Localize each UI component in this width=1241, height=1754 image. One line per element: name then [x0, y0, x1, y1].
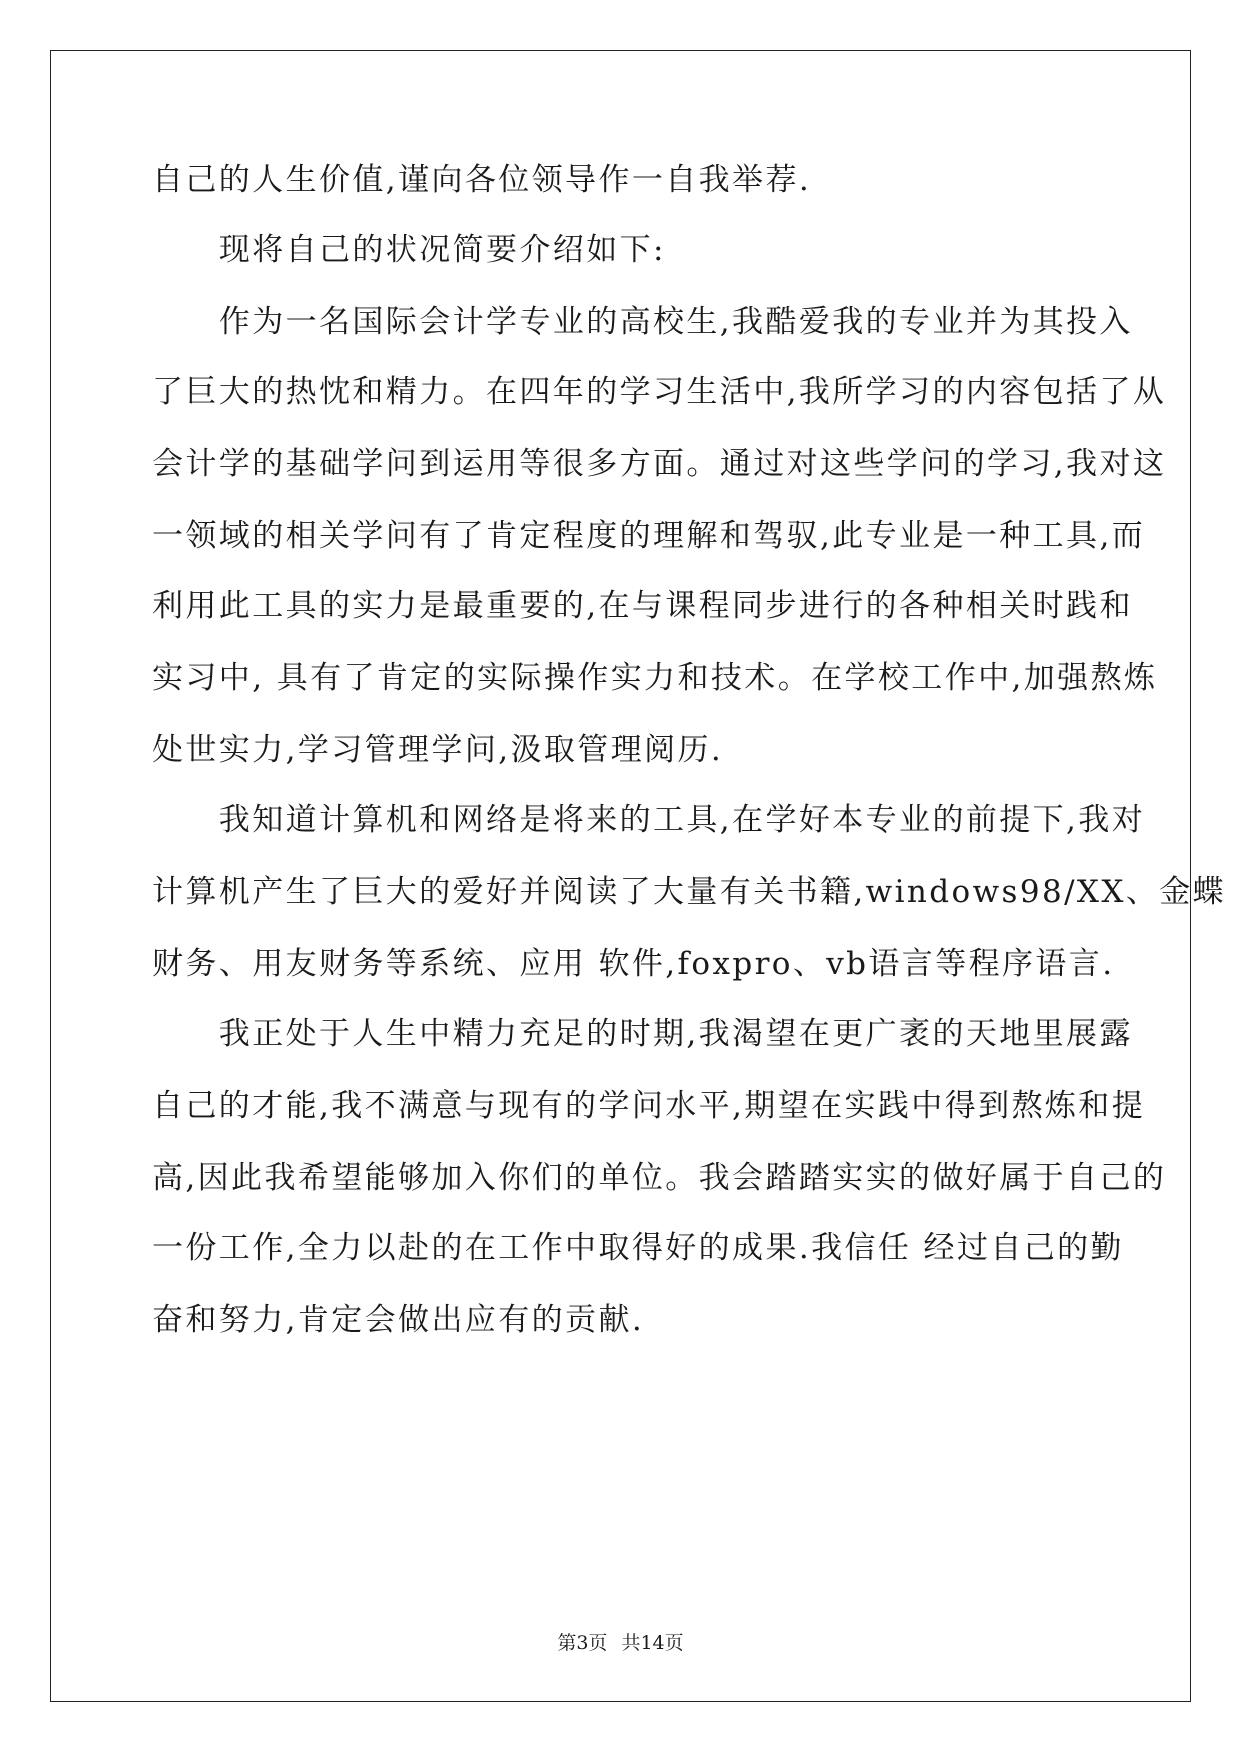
text-line: 了巨大的热忱和精力。在四年的学习生活中,我所学习的内容包括了从	[152, 374, 1167, 410]
text-line: 我知道计算机和网络是将来的工具,在学好本专业的前提下,我对	[152, 802, 1146, 838]
text-line: 会计学的基础学问到运用等很多方面。通过对这些学问的学习,我对这	[152, 446, 1167, 482]
text-line: 处世实力,学习管理学问,汲取管理阅历.	[152, 732, 724, 768]
text-line: 我正处于人生中精力充足的时期,我渴望在更广袤的天地里展露	[152, 1016, 1133, 1052]
text-line: 实习中, 具有了肯定的实际操作实力和技术。在学校工作中,加强熬炼	[152, 660, 1158, 696]
page-footer	[0, 1628, 1241, 1655]
text-line: 计算机产生了巨大的爱好并阅读了大量有关书籍,windows98/XX、金蝶	[152, 874, 1227, 910]
text-line: 奋和努力,肯定会做出应有的贡献.	[152, 1302, 645, 1338]
page-total: 共14页	[621, 1632, 684, 1654]
text-line: 高,因此我希望能够加入你们的单位。我会踏踏实实的做好属于自己的	[152, 1160, 1167, 1196]
text-line: 自己的人生价值,谨向各位领导作一自我举荐.	[152, 162, 812, 198]
text-line: 一领域的相关学问有了肯定程度的理解和驾驭,此专业是一种工具,而	[152, 518, 1146, 554]
text-line: 自己的才能,我不满意与现有的学问水平,期望在实践中得到熬炼和提	[152, 1088, 1146, 1124]
text-line: 作为一名国际会计学专业的高校生,我酷爱我的专业并为其投入	[152, 304, 1133, 340]
text-line: 利用此工具的实力是最重要的,在与课程同步进行的各种相关时践和	[152, 588, 1133, 624]
text-line: 财务、用友财务等系统、应用 软件,foxpro、vb语言等程序语言.	[152, 946, 1115, 982]
text-line: 现将自己的状况简要介绍如下:	[152, 232, 666, 268]
text-line: 一份工作,全力以赴的在工作中取得好的成果.我信任 经过自己的勤	[152, 1230, 1124, 1266]
page-number: 第3页	[557, 1632, 608, 1654]
